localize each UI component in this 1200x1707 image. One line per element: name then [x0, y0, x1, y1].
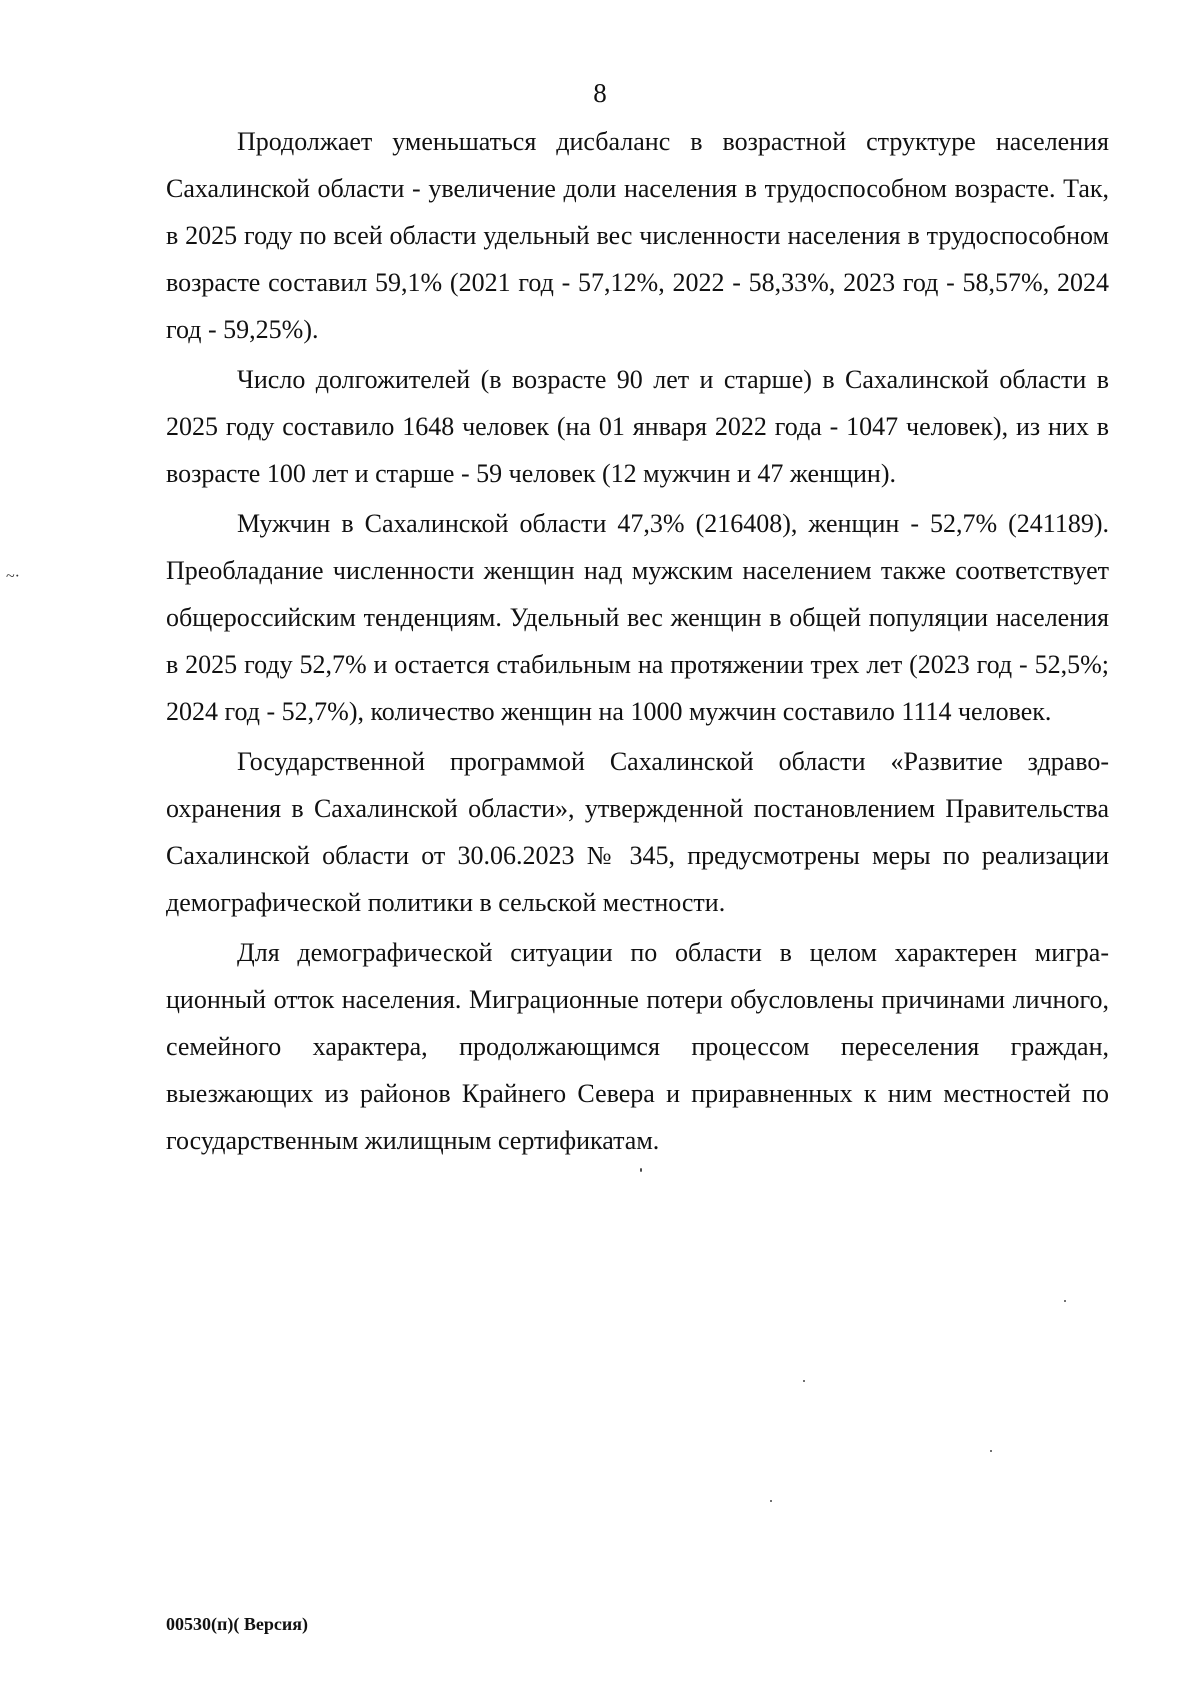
paragraph-age-structure: Продолжает уменьшаться дисбаланс в возрастной структуре населения Сахалинской области - увеличение доли населения в трудоспособном возрасте. Так, в 2025 году по всей области удельный вес численности населения в трудоспособном возрасте составил 59,1% (2021 год - 57,12%, 2022 - 58,33%, 2023 год - 58,57%, 2024 год - 59,25%).: [166, 127, 1109, 344]
scan-artifact-icon: ~·: [6, 568, 20, 585]
paragraph-long-livers: Число долгожителей (в возрасте 90 лет и старше) в Сахалинской области в 2025 году составило 1648 человек (на 01 января 2022 года - 1047 человек), из них в возрасте 100 лет и старше - 59 человек (12 мужчин и 47 женщин).: [166, 365, 1109, 488]
scan-speck-icon: [803, 1380, 805, 1382]
paragraph-gender-ratio: Мужчин в Сахалинской области 47,3% (216408), женщин - 52,7% (241189). Преобладание численности женщин над мужским населением также соответствует общероссийским тенденциям. Удельный вес женщин в общей популяции населения в 2025 году 52,7% и остается стабильным на протяжении трех лет (2023 год - 52,5%; 2024 год - 52,7%), количество женщин на 1000 мужчин составило 1114 человек.: [166, 509, 1109, 726]
document-body: [166, 118, 1109, 1167]
page-number: 8: [593, 78, 607, 108]
scan-speck-icon: [990, 1450, 992, 1452]
paragraph-state-program: Государственной программой Сахалинской области «Развитие здравоохранения в Сахалинской области», утвержденной постановлением Правительства Сахалинской области от 30.06.2023 № 345, предусмотрены меры по реализации демографической политики в сельской местности.: [166, 747, 1109, 917]
scan-speck-icon: [640, 1168, 642, 1172]
footer-document-code: 00530(п)( Версия): [166, 1614, 308, 1634]
paragraph-migration: Для демографической ситуации по области в целом характерен миграционный отток населения. Миграционные потери обусловлены причинами личного, семейного характера, продолжающимся процессом переселения граждан, выезжающих из районов Крайнего Севера и приравненных к ним местностей по государственным жилищным сертификатам.: [166, 938, 1109, 1155]
scan-speck-icon: [770, 1500, 772, 1502]
scan-speck-icon: [1064, 1300, 1066, 1302]
